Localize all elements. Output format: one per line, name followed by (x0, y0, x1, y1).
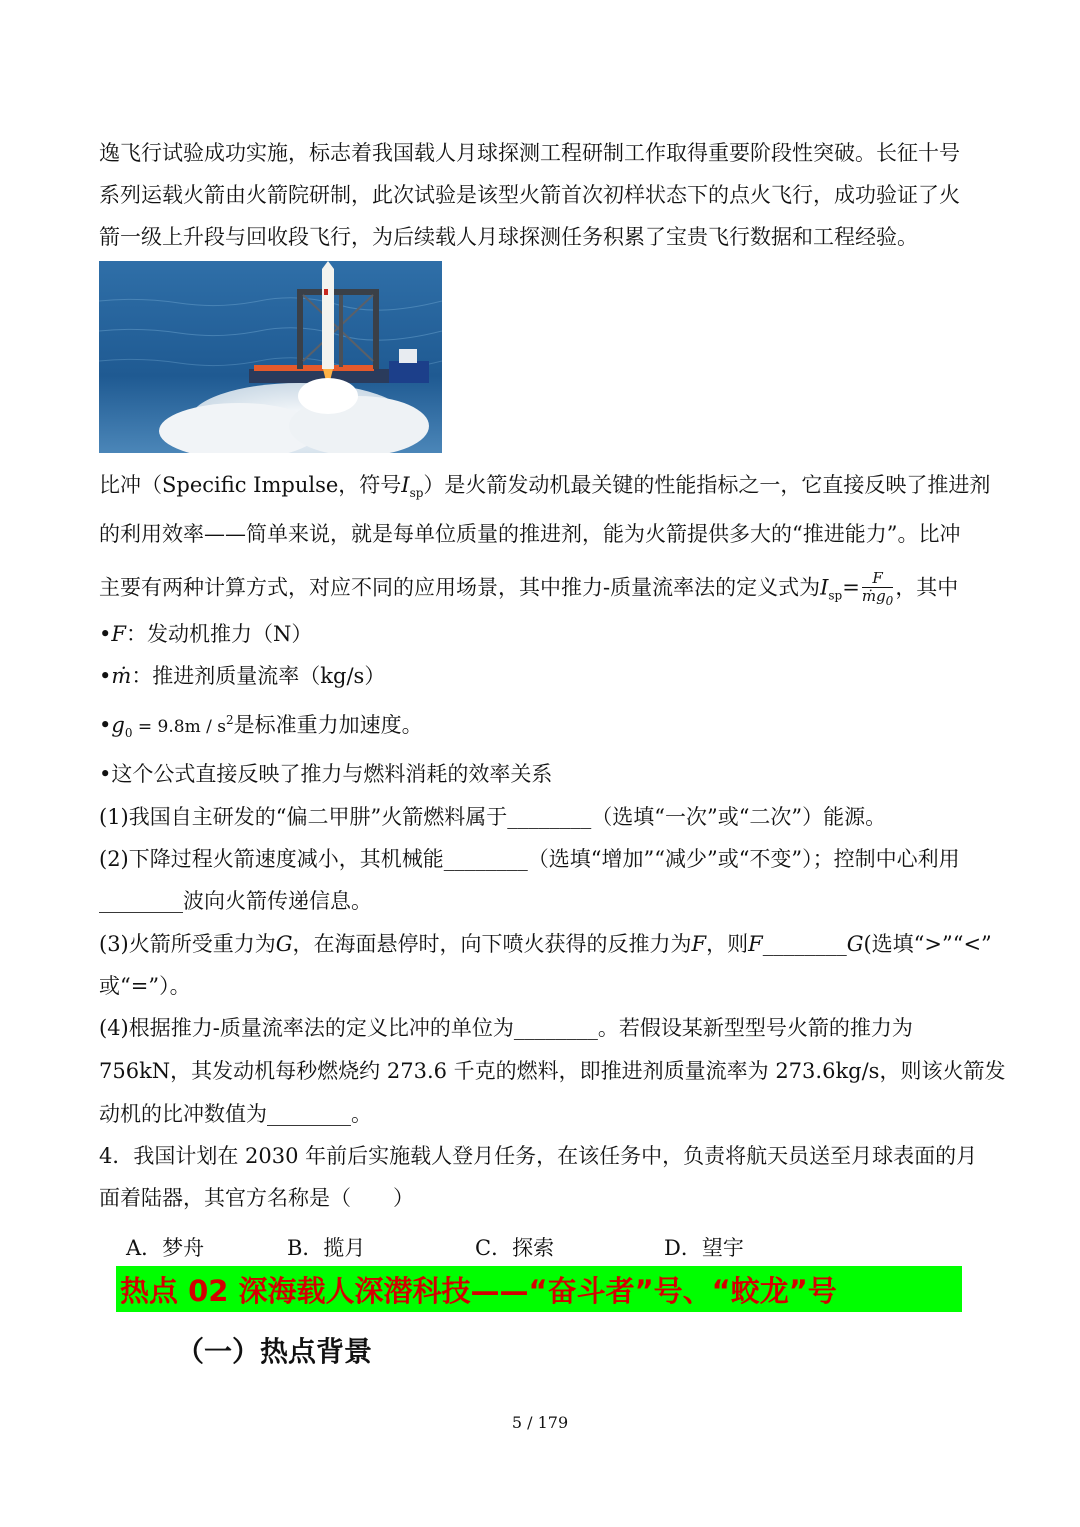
paragraph2-text-b: ）是火箭发动机最关键的性能指标之一，它直接反映了推进剂 (423, 473, 991, 497)
thrust-symbol: F (111, 622, 126, 646)
paragraph2-line3 (99, 570, 958, 608)
bullet-relation: •这个公式直接反映了推力与燃料消耗的效率关系 (99, 762, 553, 786)
question-2-line2: ________波向火箭传递信息。 (99, 889, 372, 913)
bullet-thrust: •F：发动机推力（N） (99, 622, 313, 646)
hotspot-heading: 热点 02 深海载人深潜科技——“奋斗者”号、“蛟龙”号 (116, 1266, 962, 1312)
option-c: C．探索 (475, 1236, 555, 1260)
paragraph2-text-c: 主要有两种计算方式，对应不同的应用场景，其中推力-质量流率法的定义式为 (99, 575, 821, 600)
page-number: 5 / 179 (511, 1413, 569, 1432)
question-2-line1: (2)下降过程火箭速度减小，其机械能________（选填“增加”“减少”或“不变”）；控制中心利用 (99, 847, 960, 871)
paragraph2-line1 (99, 475, 990, 499)
question-4-line1: (4)根据推力-质量流率法的定义比冲的单位为________。若假设某新型型号火箭的推力为 (99, 1016, 913, 1040)
question-4-line3: 动机的比冲数值为________。 (99, 1102, 372, 1126)
question-1: (1)我国自主研发的“偏二甲肼”火箭燃料属于________（选填“一次”或“二次”）能源。 (99, 805, 887, 829)
paragraph1-line1: 逸飞行试验成功实施，标志着我国载人月球探测工程研制工作取得重要阶段性突破。长征十号 (99, 141, 960, 165)
option-b: B．揽月 (287, 1236, 366, 1260)
question-4-line2: 756kN，其发动机每秒燃烧约 273.6 千克的燃料，即推进剂质量流率为 273.6kg/s，则该火箭发 (99, 1059, 1006, 1083)
isp-symbol: I (401, 473, 410, 497)
g0-symbol: g (111, 713, 125, 737)
paragraph1-line3: 箭一级上升段与回收段飞行，为后续载人月球探测任务积累了宝贵飞行数据和工程经验。 (99, 225, 918, 249)
bullet-gravity: $•g_0 = 9.8m / s^2$是标准重力加速度。 (99, 713, 423, 741)
section-heading: （一）热点背景 (176, 1335, 373, 1368)
option-a: A．梦舟 (126, 1236, 205, 1260)
question-3-line2: 或“=”）。 (99, 974, 191, 998)
bullet-mass-flow: •ṁ：推进剂质量流率（kg/s） (99, 664, 386, 688)
paragraph1-line2: 系列运载火箭由火箭院研制，此次试验是该型火箭首次初样状态下的点火飞行，成功验证了火 (99, 183, 960, 207)
paragraph2-line2: 的利用效率——简单来说，就是每单位质量的推进剂，能为火箭提供多大的“推进能力”。比冲 (99, 522, 961, 546)
mcq-4-line2: 面着陆器，其官方名称是（ ） (99, 1186, 414, 1210)
isp-subscript-2: sp (828, 588, 843, 603)
rocket-launch-photo (99, 261, 442, 453)
isp-symbol-2: I (820, 575, 829, 600)
isp-subscript: sp (409, 486, 424, 501)
paragraph2-text-a: 比冲（Specific Impulse，符号 (99, 473, 402, 497)
isp-fraction (862, 570, 893, 608)
fraction-denominator: ṁg$_0$ (861, 586, 894, 608)
option-d: D．望宇 (664, 1236, 744, 1260)
mcq-4-line1: 4．我国计划在 2030 年前后实施载人登月任务，在该任务中，负责将航天员送至月球表面的月 (99, 1144, 978, 1168)
paragraph2-text-d: ，其中 (895, 575, 959, 600)
question-3-line1: (3)火箭所受重力为G，在海面悬停时，向下喷火获得的反推力为F，则F________G(选填“>”“<” (99, 932, 992, 956)
mdot-symbol: ṁ (111, 664, 132, 688)
fraction-numerator: F (862, 570, 893, 588)
equals-sign: = (842, 575, 860, 600)
